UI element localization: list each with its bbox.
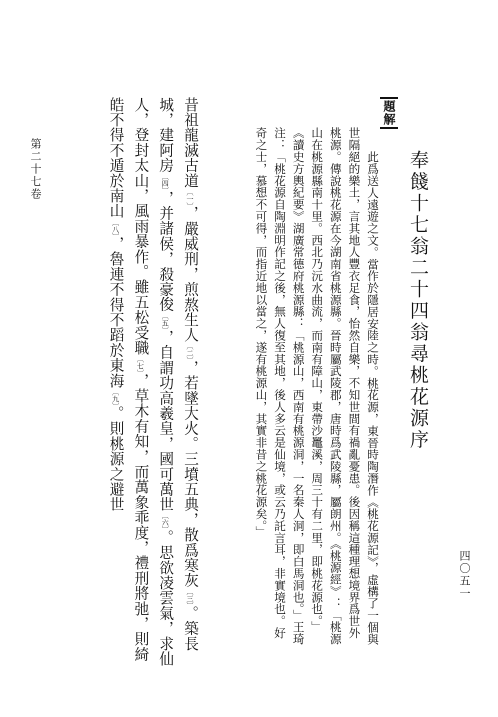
main-text	[62, 97, 202, 667]
page-title: 奉餞十七翁二十四翁尋桃花源序	[407, 150, 429, 451]
text-segment: 。思欲凌雲氣，求仙人，登封太山，風雨暴作。雖五松受職	[132, 97, 175, 667]
main-paragraph	[103, 97, 202, 667]
footnote-marker: 〔八〕	[111, 218, 120, 237]
text-segment: 。築長城，建阿房	[157, 97, 199, 652]
text-segment: ，嚴威刑，煎熬生人	[182, 205, 199, 343]
text-segment: ，魯連不得不蹈於東海	[107, 236, 125, 389]
text-segment: 昔祖龍滅古道	[182, 97, 199, 189]
text-segment: ，自謂功高羲皇，國可萬世	[157, 329, 175, 513]
footnote-marker: 〔七〕	[136, 355, 145, 373]
text-segment: ，若墜大火。三墳五典，散爲寒灰	[182, 360, 199, 589]
footnote-marker: 〔五〕	[161, 312, 170, 330]
section-marker-explanation: 題解	[380, 97, 398, 129]
footnote-marker: 〔九〕	[111, 388, 120, 406]
footnote-marker: 〔三〕	[186, 588, 194, 606]
text-segment: ，并諸侯，殺豪俊	[157, 190, 175, 313]
explanation-text	[212, 127, 382, 649]
text-segment: ，草木有知，而萬象乖度，禮刑將弛，則綺皓不得不遁於南山	[107, 97, 150, 662]
footnote-marker: 〔六〕	[161, 512, 170, 530]
text-segment: 。則桃源之避世	[107, 405, 125, 513]
footnote-marker: 〔一〕	[186, 188, 194, 206]
footnote-marker: 〔二〕	[186, 342, 194, 361]
page-number: 四〇五一	[458, 550, 471, 600]
footnote-marker: 〔四〕	[161, 173, 170, 191]
explanation-paragraph: 此爲送人遠遊之文。當作於隱居安陸之時。桃花源，東晉時陶潛作《桃花源記》，虛構了一個與世隔絕的樂土，言其地人豐衣足食，怡然自樂，不知世間有禍亂憂患。後因稱這種理想境界爲世外桃源。傳說桃花源在今湖南省桃源縣。晉時屬武陵郡，唐時爲武陵縣，屬朗州。《桃源經》：「桃源山在桃源縣南十里。西北乃沅水曲流，而南有障山，東帶沙鼉溪，周三十有二里，即桃花源也。」《讀史方輿紀要》湖廣常德府桃源縣：「桃源山，西南有桃源洞，一名秦人洞，即白馬洞也。」王琦注：「桃花源自陶淵明作記之後，無人復至其地，後人多云是仙境，或云乃託言耳，非實境也。好奇之士，慕想不可得，而指近地以當之，遂有桃源山，其實非昔之桃花源矣。」	[254, 127, 380, 645]
volume-label: 第二十七卷	[29, 138, 42, 201]
